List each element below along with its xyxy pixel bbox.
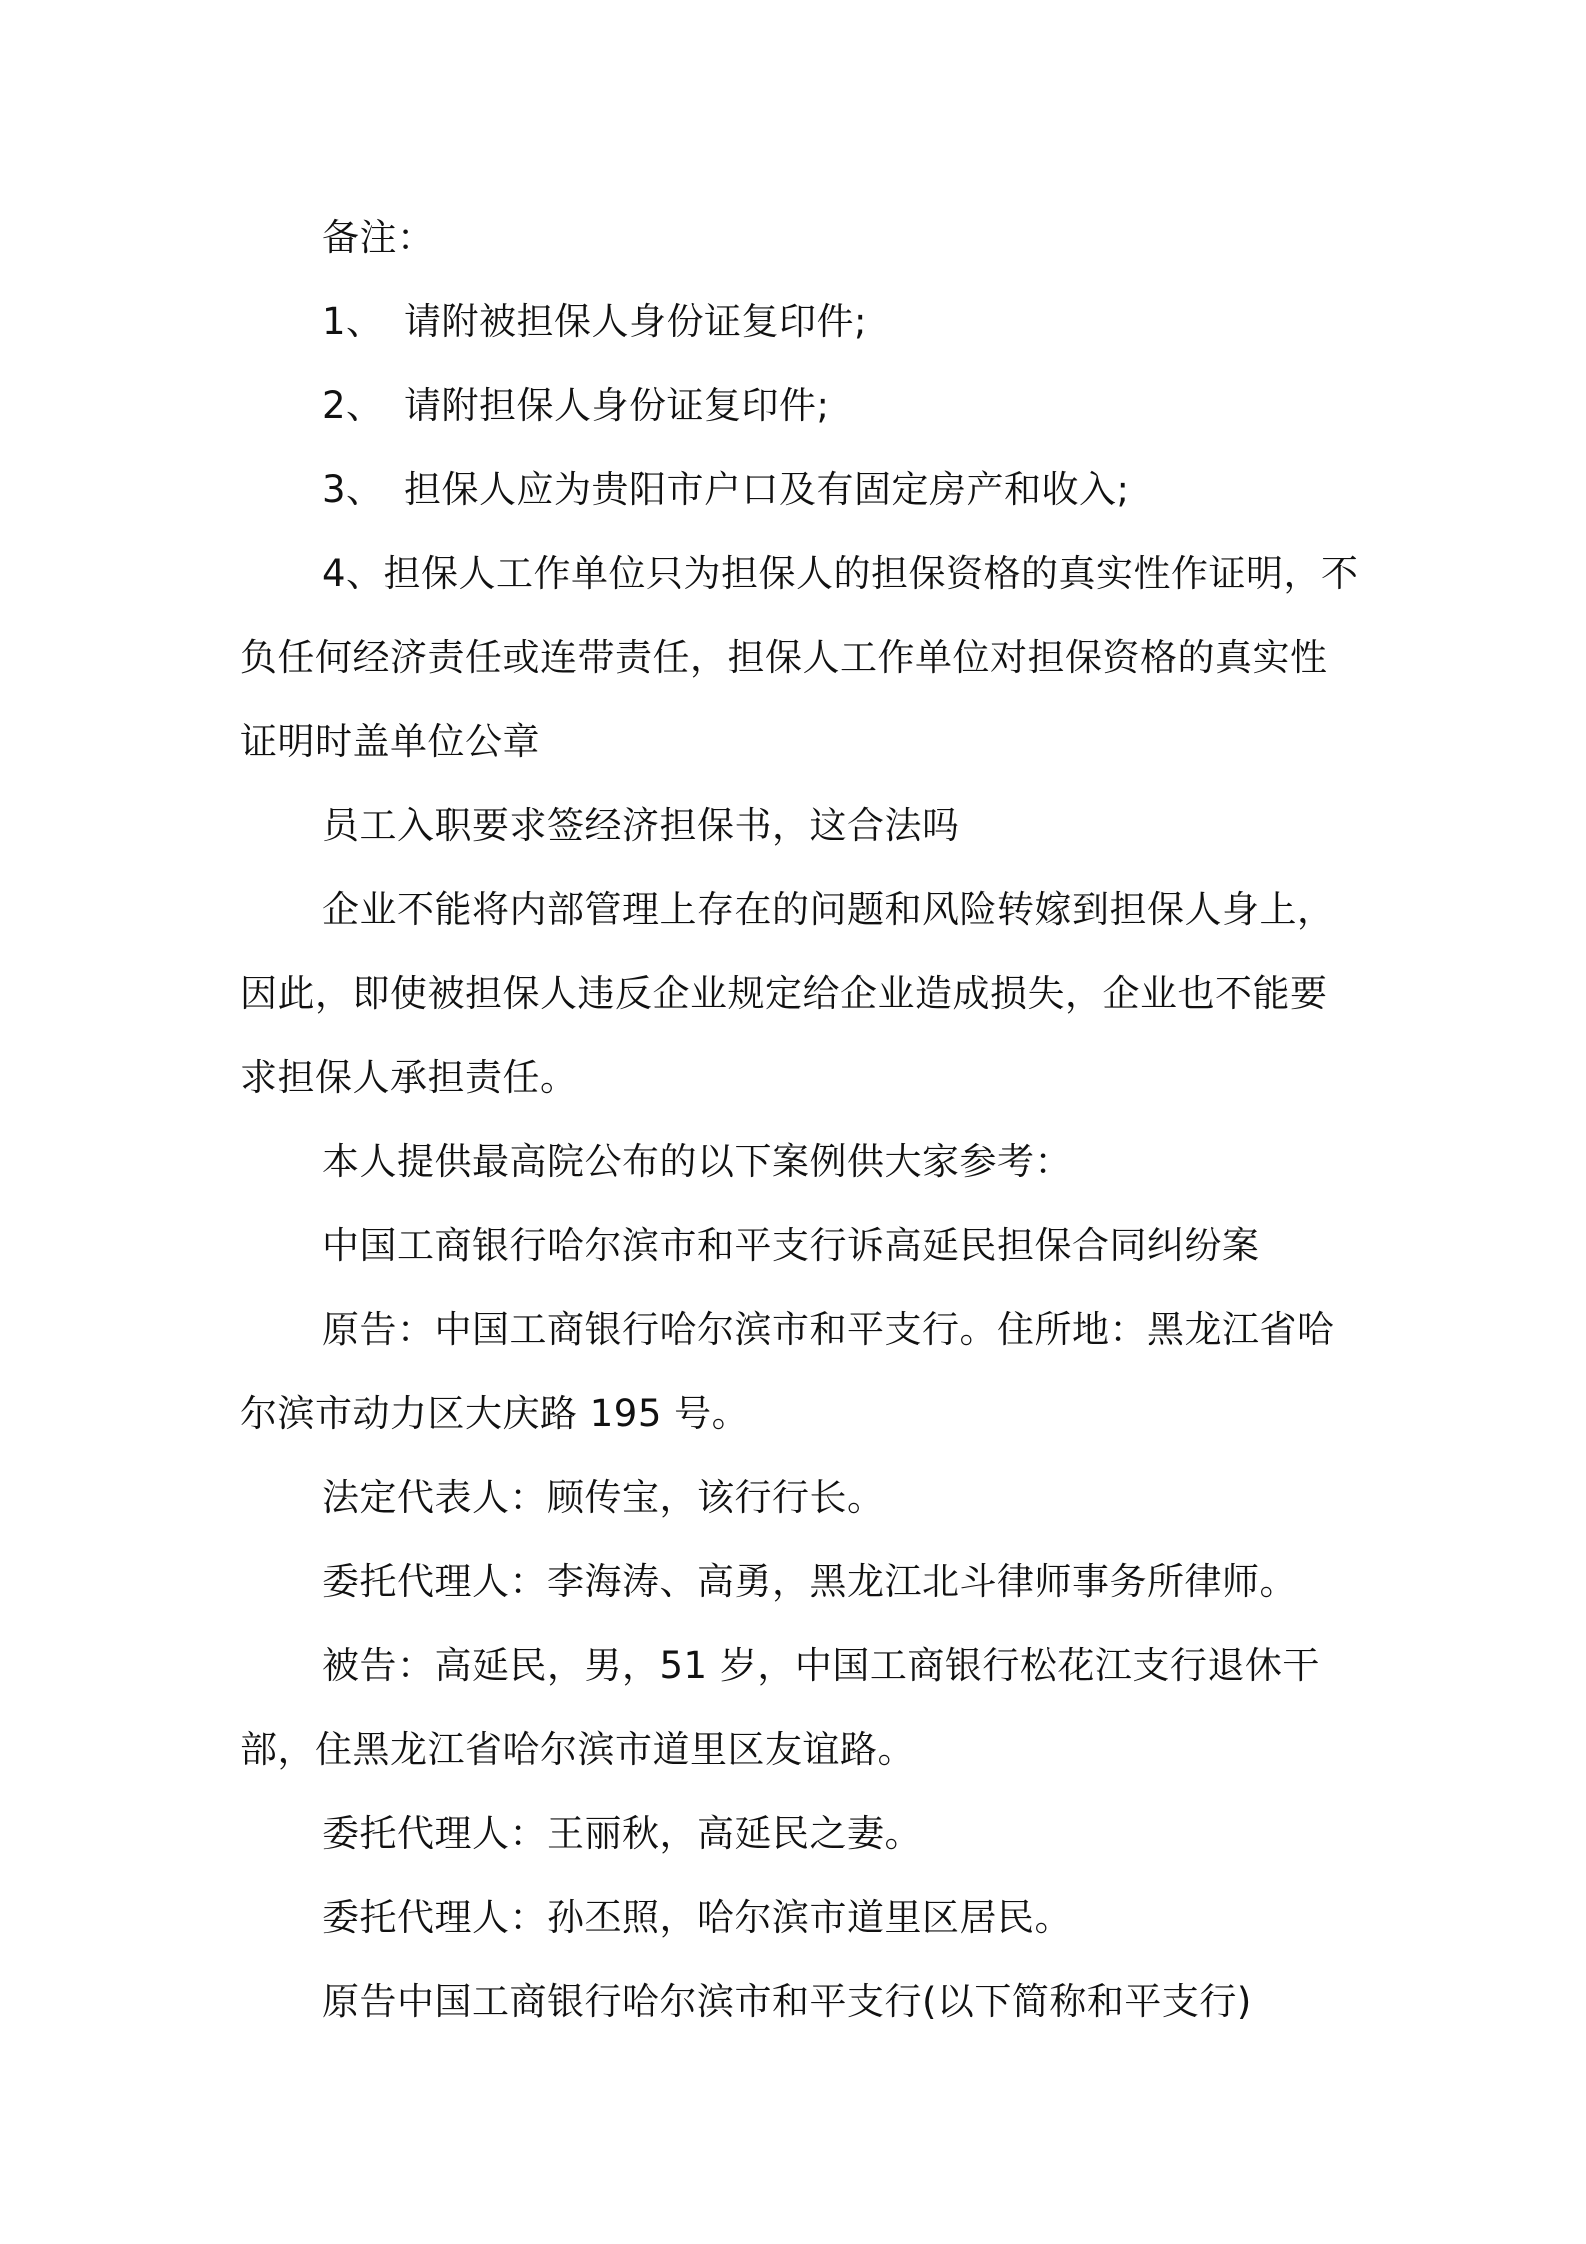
note-text: 请附被担保人身份证复印件;: [404, 300, 867, 343]
note-number: 3、: [322, 468, 384, 511]
answer-paragraph: 企业不能将内部管理上存在的问题和风险转嫁到担保人身上，因此，即使被担保人违反企业规定给企业造成损失，企业也不能要求担保人承担责任。: [240, 888, 1335, 1099]
note-text: 担保人应为贵阳市户口及有固定房产和收入;: [404, 468, 1130, 511]
note-number: 2、: [322, 384, 384, 427]
note-item-2: [240, 364, 1360, 448]
defendant-paragraph: 被告：高延民，男，51 岁，中国工商银行松花江支行退休干部，住黑龙江省哈尔滨市道里区友谊路。: [240, 1644, 1320, 1771]
note-heading: 备注：: [322, 216, 435, 259]
agent-paragraph-1: 委托代理人：李海涛、高勇，黑龙江北斗律师事务所律师。: [322, 1560, 1297, 1603]
document-body: [240, 196, 1360, 2044]
reference-paragraph: 本人提供最高院公布的以下案例供大家参考：: [322, 1140, 1072, 1183]
note-item-4: 4、担保人工作单位只为担保人的担保资格的真实性作证明，不负任何经济责任或连带责任，担保人工作单位对担保资格的真实性证明时盖单位公章: [240, 552, 1359, 763]
note-text: 请附担保人身份证复印件;: [404, 384, 830, 427]
question-paragraph: 员工入职要求签经济担保书，这合法吗: [322, 804, 960, 847]
legal-representative-paragraph: 法定代表人：顾传宝，该行行长。: [322, 1476, 885, 1519]
agent-paragraph-3: 委托代理人：孙丕照，哈尔滨市道里区居民。: [322, 1896, 1072, 1939]
plaintiff-paragraph: 原告：中国工商银行哈尔滨市和平支行。住所地：黑龙江省哈尔滨市动力区大庆路 195 号。: [240, 1308, 1335, 1435]
note-number: 1、: [322, 300, 384, 343]
last-paragraph: 原告中国工商银行哈尔滨市和平支行(以下简称和平支行): [322, 1980, 1252, 2023]
agent-paragraph-2: 委托代理人：王丽秋，高延民之妻。: [322, 1812, 922, 1855]
case-title: 中国工商银行哈尔滨市和平支行诉高延民担保合同纠纷案: [322, 1224, 1260, 1267]
note-item-1: [240, 280, 1360, 364]
note-item-3: [240, 448, 1360, 532]
